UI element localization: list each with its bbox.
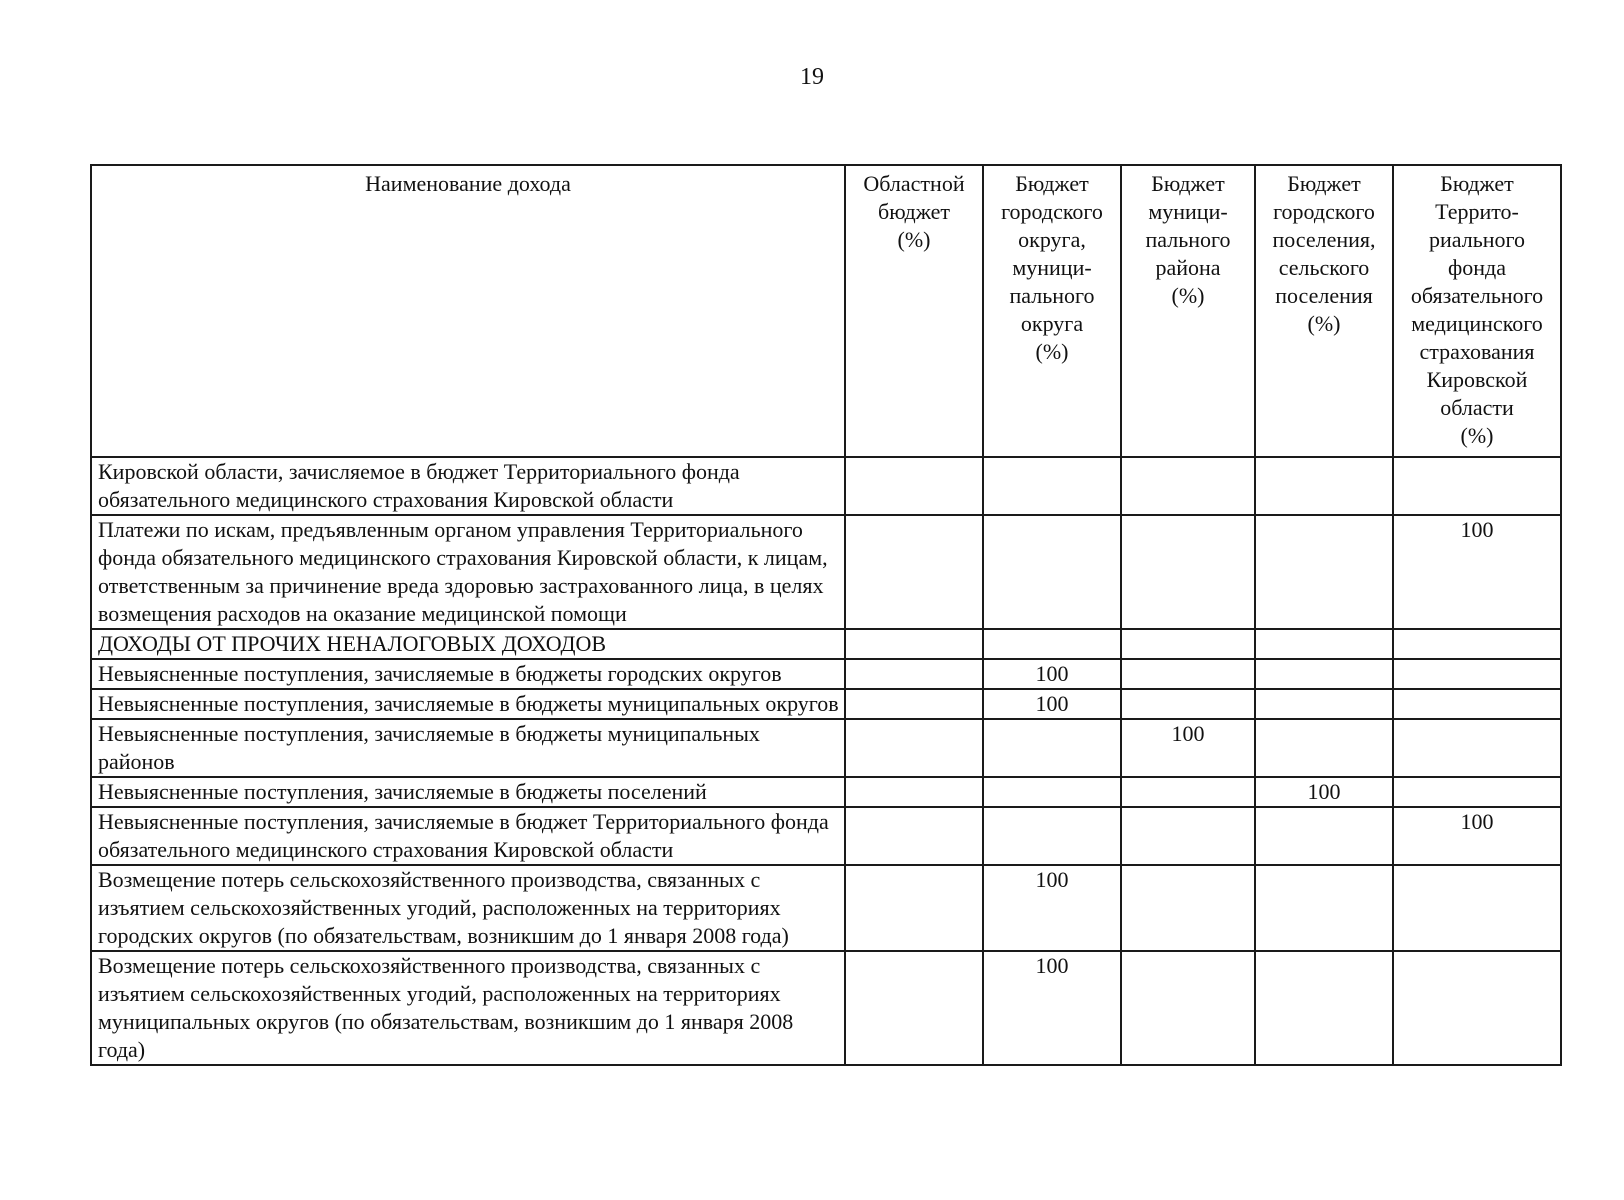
fund-value-cell <box>1393 865 1561 951</box>
municipal-area-value-cell <box>1121 515 1255 629</box>
regional-value-cell <box>845 865 983 951</box>
city-district-value-cell: 100 <box>983 865 1121 951</box>
table-row <box>91 951 1561 1065</box>
city-district-value-cell <box>983 457 1121 515</box>
regional-value-cell <box>845 777 983 807</box>
municipal-area-value-cell <box>1121 689 1255 719</box>
fund-value-cell <box>1393 951 1561 1065</box>
fund-value-cell: 100 <box>1393 807 1561 865</box>
table-row <box>91 457 1561 515</box>
municipal-area-value-cell <box>1121 807 1255 865</box>
revenue-name-cell: Невыясненные поступления, зачисляемые в бюджеты муниципальных районов <box>91 719 845 777</box>
municipal-area-value-cell <box>1121 659 1255 689</box>
revenue-name-cell: Невыясненные поступления, зачисляемые в бюджеты городских округов <box>91 659 845 689</box>
section-title-cell: ДОХОДЫ ОТ ПРОЧИХ НЕНАЛОГОВЫХ ДОХОДОВ <box>91 629 845 659</box>
table-row <box>91 689 1561 719</box>
header-municipal-area-budget: Бюджет муници- пального района (%) <box>1121 165 1255 457</box>
table-row <box>91 515 1561 629</box>
page-number: 19 <box>800 64 824 90</box>
regional-value-cell <box>845 689 983 719</box>
city-district-value-cell: 100 <box>983 951 1121 1065</box>
municipal-area-value-cell: 100 <box>1121 719 1255 777</box>
header-settlement-budget: Бюджет городского поселения, сельского поселения (%) <box>1255 165 1393 457</box>
revenue-name-cell: Платежи по искам, предъявленным органом управления Территориального фонда обязательного медицинского страхования Кировской области, к лицам, ответственным за причинение вреда здоровью застрахованного лица, в целях возмещения расходов на оказание медицинской помощи <box>91 515 845 629</box>
revenue-name-cell: Кировской области, зачисляемое в бюджет Территориального фонда обязательного медицинского страхования Кировской области <box>91 457 845 515</box>
settlement-value-cell <box>1255 807 1393 865</box>
table-row <box>91 659 1561 689</box>
regional-value-cell <box>845 515 983 629</box>
city-district-value-cell <box>983 777 1121 807</box>
table-header-row <box>91 165 1561 457</box>
revenue-name-cell: Невыясненные поступления, зачисляемые в бюджет Территориального фонда обязательного медицинского страхования Кировской области <box>91 807 845 865</box>
fund-value-cell <box>1393 689 1561 719</box>
settlement-value-cell <box>1255 865 1393 951</box>
settlement-value-cell <box>1255 719 1393 777</box>
settlement-value-cell <box>1255 951 1393 1065</box>
revenue-name-cell: Невыясненные поступления, зачисляемые в бюджеты поселений <box>91 777 845 807</box>
settlement-value-cell <box>1255 515 1393 629</box>
fund-value-cell <box>1393 777 1561 807</box>
regional-value-cell <box>845 951 983 1065</box>
fund-value-cell <box>1393 719 1561 777</box>
table-row <box>91 865 1561 951</box>
municipal-area-value-cell <box>1121 777 1255 807</box>
municipal-area-value-cell <box>1121 457 1255 515</box>
settlement-value-cell <box>1255 629 1393 659</box>
municipal-area-value-cell <box>1121 865 1255 951</box>
fund-value-cell <box>1393 629 1561 659</box>
city-district-value-cell <box>983 629 1121 659</box>
header-revenue-name: Наименование дохода <box>91 165 845 457</box>
city-district-value-cell: 100 <box>983 659 1121 689</box>
fund-value-cell: 100 <box>1393 515 1561 629</box>
city-district-value-cell <box>983 515 1121 629</box>
city-district-value-cell <box>983 807 1121 865</box>
table-row <box>91 807 1561 865</box>
table-row <box>91 719 1561 777</box>
regional-value-cell <box>845 659 983 689</box>
settlement-value-cell: 100 <box>1255 777 1393 807</box>
regional-value-cell <box>845 807 983 865</box>
fund-value-cell <box>1393 457 1561 515</box>
table-section-row <box>91 629 1561 659</box>
fund-value-cell <box>1393 659 1561 689</box>
city-district-value-cell: 100 <box>983 689 1121 719</box>
revenue-name-cell: Невыясненные поступления, зачисляемые в бюджеты муниципальных округов <box>91 689 845 719</box>
header-medical-insurance-fund-budget: Бюджет Террито- риального фонда обязательного медицинского страхования Кировской области (%) <box>1393 165 1561 457</box>
settlement-value-cell <box>1255 689 1393 719</box>
settlement-value-cell <box>1255 659 1393 689</box>
table-row <box>91 777 1561 807</box>
municipal-area-value-cell <box>1121 951 1255 1065</box>
regional-value-cell <box>845 457 983 515</box>
city-district-value-cell <box>983 719 1121 777</box>
regional-value-cell <box>845 719 983 777</box>
regional-value-cell <box>845 629 983 659</box>
revenue-distribution-table <box>90 164 1562 1066</box>
header-regional-budget: Областной бюджет (%) <box>845 165 983 457</box>
settlement-value-cell <box>1255 457 1393 515</box>
municipal-area-value-cell <box>1121 629 1255 659</box>
header-city-district-budget: Бюджет городского округа, муници- пального округа (%) <box>983 165 1121 457</box>
revenue-name-cell: Возмещение потерь сельскохозяйственного производства, связанных с изъятием сельскохозяйственных угодий, расположенных на территориях муниципальных округов (по обязательствам, возникшим до 1 января 2008 года) <box>91 951 845 1065</box>
revenue-name-cell: Возмещение потерь сельскохозяйственного производства, связанных с изъятием сельскохозяйственных угодий, расположенных на территориях городских округов (по обязательствам, возникшим до 1 января 2008 года) <box>91 865 845 951</box>
